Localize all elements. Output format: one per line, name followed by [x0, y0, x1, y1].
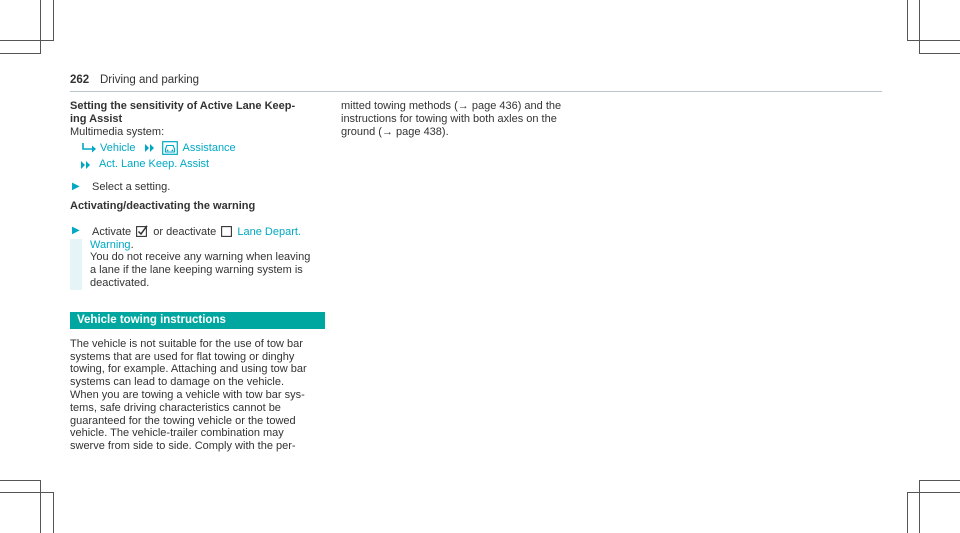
body-line: systems that are used for flat towing or dinghy: [70, 350, 295, 363]
body-line: towing, for example. Attaching and using tow bar: [70, 363, 307, 376]
subheading-warning: Activating/deactivating the warning: [70, 199, 256, 212]
crop-mark: [0, 492, 53, 493]
towing-paragraph: [70, 338, 325, 453]
car-assist-icon: [162, 141, 178, 155]
crop-mark: [40, 480, 41, 533]
activate-text: Activate: [92, 225, 132, 238]
right-column: [341, 100, 601, 138]
link-warning[interactable]: Warning: [90, 238, 131, 251]
double-chevron-icon: [144, 143, 156, 153]
double-chevron-icon: [80, 160, 92, 170]
body-line: The vehicle is not suitable for the use of tow bar: [70, 337, 303, 350]
menu-path-line1: [70, 141, 325, 155]
body-line: When you are towing a vehicle with tow bar sys-: [70, 388, 305, 401]
body-line: systems can lead to damage on the vehicle.: [70, 376, 285, 389]
crop-mark: [0, 53, 41, 54]
section-title: Driving and parking: [100, 74, 200, 86]
note-line: deactivated.: [90, 276, 150, 289]
body-line: tems, safe driving characteristics cannot be: [70, 401, 281, 414]
crop-mark: [53, 492, 54, 533]
crop-mark: [0, 480, 41, 481]
note-block: [70, 239, 325, 290]
continued-line: [341, 126, 601, 139]
header-divider: [70, 91, 882, 92]
left-column: [70, 100, 325, 453]
crop-mark: [0, 40, 53, 41]
continued-line: instructions for towing with both axles on the: [341, 112, 557, 125]
period: .: [130, 238, 134, 251]
body-line: guaranteed for the towing vehicle or the towed: [70, 414, 296, 427]
note-line: You do not receive any warning when leaving: [90, 251, 311, 264]
section-heading-line1: Setting the sensitivity of Active Lane Keep-: [70, 100, 296, 112]
page-header: [70, 74, 882, 94]
menu-item-vehicle[interactable]: Vehicle: [100, 141, 136, 154]
note-line: a lane if the lane keeping warning system is: [90, 264, 303, 277]
crop-mark: [919, 480, 920, 533]
crop-mark: [907, 492, 960, 493]
menu-item-assistance[interactable]: Assistance: [182, 141, 236, 154]
crop-mark: [919, 0, 920, 53]
step-select-setting: [70, 181, 325, 194]
page-ref-arrow-icon: →: [381, 125, 393, 138]
page-ref-436[interactable]: page 436) and the: [468, 100, 562, 112]
section-heading-line2: ing Assist: [70, 112, 123, 125]
body-line: swerve from side to side. Comply with the per-: [70, 440, 296, 453]
checkbox-empty-icon: [221, 226, 232, 237]
step-text: Select a setting.: [92, 181, 171, 194]
crop-mark: [919, 480, 960, 481]
menu-path-line2: [70, 158, 325, 171]
crop-mark: [53, 0, 54, 41]
crop-mark: [907, 0, 908, 41]
note-bar: [70, 239, 82, 290]
link-lane-depart-warning[interactable]: Lane Depart.: [237, 225, 301, 238]
continued-line: [341, 100, 601, 113]
text: ground (: [341, 125, 382, 138]
step-triangle-icon: ▶: [72, 181, 80, 193]
crop-mark: [40, 0, 41, 53]
menu-item-act-lane-keep-assist[interactable]: Act. Lane Keep. Assist: [99, 158, 210, 171]
crop-mark: [919, 53, 960, 54]
step-triangle-icon: ▶: [72, 224, 80, 236]
step-activate-warning: [70, 225, 325, 239]
crop-mark: [907, 40, 960, 41]
system-label: Multimedia system:: [70, 125, 165, 138]
page-ref-arrow-icon: →: [457, 100, 469, 112]
crop-mark: [907, 492, 908, 533]
section-band-towing: Vehicle towing instructions: [70, 312, 325, 329]
deactivate-text: or deactivate: [153, 225, 217, 238]
text: mitted towing methods (: [341, 100, 458, 112]
body-line: vehicle. The vehicle-trailer combination may: [70, 427, 284, 440]
page-number: 262: [70, 74, 90, 86]
menu-path-arrow-icon: [80, 142, 98, 154]
checkbox-checked-icon: [136, 225, 148, 237]
page-ref-438[interactable]: page 438).: [392, 125, 449, 138]
